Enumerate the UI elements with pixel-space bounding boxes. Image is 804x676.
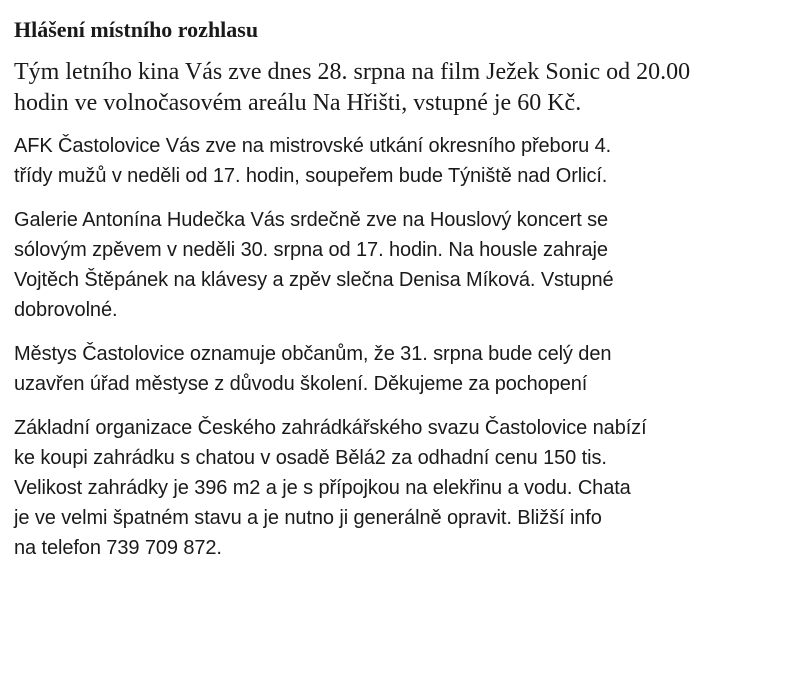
paragraph-line: Velikost zahrádky je 396 m2 a je s přípojkou na elekřinu a vodu. Chata (14, 477, 631, 499)
paragraph-office-closure (14, 339, 790, 399)
paragraph-line: Galerie Antonína Hudečka Vás srdečně zve na Houslový koncert se (14, 209, 609, 231)
paragraph-line: dobrovolné. (14, 299, 118, 321)
paragraph-line: uzavřen úřad městyse z důvodu školení. Děkujeme za pochopení (14, 373, 588, 395)
paragraph-line: AFK Častolovice Vás zve na mistrovské utkání okresního přeboru 4. (14, 135, 612, 157)
paragraph-line: ke koupi zahrádku s chatou v osadě Bělá2 za odhadní cenu 150 tis. (14, 447, 607, 469)
paragraph-violin-concert (14, 205, 790, 325)
paragraph-summer-cinema (14, 57, 790, 119)
paragraph-line: Tým letního kina Vás zve dnes 28. srpna na film Ježek Sonic od 20.00 (14, 59, 691, 85)
paragraph-football-match (14, 131, 790, 191)
paragraph-line: Základní organizace Českého zahrádkářského svazu Častolovice nabízí (14, 417, 647, 439)
paragraph-line: na telefon 739 709 872. (14, 537, 222, 559)
paragraph-line: sólovým zpěvem v neděli 30. srpna od 17. hodin. Na housle zahraje (14, 239, 608, 261)
paragraph-line: hodin ve volnočasovém areálu Na Hřišti, vstupné je 60 Kč. (14, 90, 582, 116)
paragraph-line: třídy mužů v neděli od 17. hodin, soupeřem bude Týniště nad Orlicí. (14, 165, 608, 187)
paragraph-line: Městys Častolovice oznamuje občanům, že 31. srpna bude celý den (14, 343, 612, 365)
paragraph-garden-sale (14, 413, 790, 563)
paragraph-line: Vojtěch Štěpánek na klávesy a zpěv slečna Denisa Míková. Vstupné (14, 269, 614, 291)
document-title: Hlášení místního rozhlasu (14, 17, 259, 42)
paragraph-line: je ve velmi špatném stavu a je nutno ji generálně opravit. Bližší info (14, 507, 602, 529)
announcement-document (14, 0, 790, 563)
